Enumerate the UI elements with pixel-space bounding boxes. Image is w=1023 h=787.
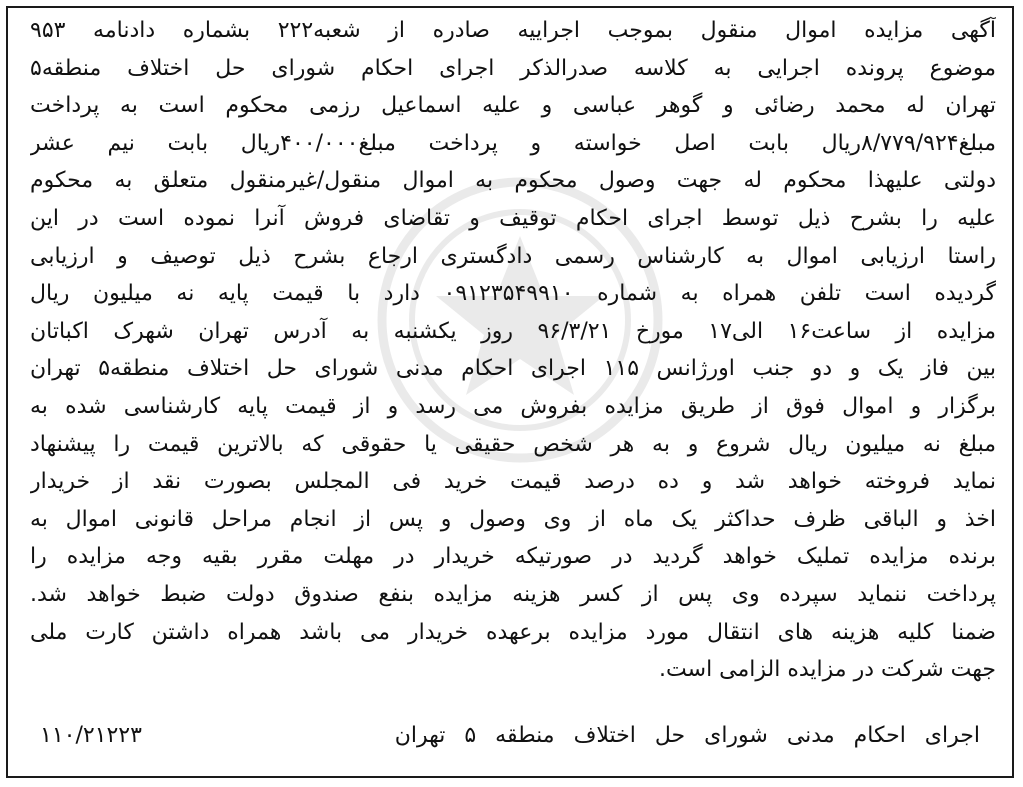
- notice-line: دولتی علیهذا محکوم له جهت وصول محکوم به اموال منقول/غیرمنقول متعلق به محکوم: [30, 168, 996, 194]
- notice-line: مبلغ نه میلیون ریال شروع و به هر شخص حقیقی یا حقوقی که بالاترین قیمت را پیشنهاد: [30, 431, 996, 457]
- notice-line: علیه را بشرح ذیل توسط اجرای احکام توقیف و تقاضای فروش آنرا نموده است در این: [30, 205, 996, 231]
- issuer-name: اجرای احکام مدنی شورای حل اختلاف منطقه ۵ تهران: [394, 723, 980, 748]
- notice-code: ۱۱۰/۲۱۲۲۳: [40, 723, 142, 748]
- notice-line: نماید فروخته خواهد شد و ده درصد قیمت خرید فی المجلس بصورت نقد از خریدار: [30, 469, 996, 495]
- notice-footer: [40, 716, 980, 756]
- notice-line: گردیده است تلفن همراه به شماره ۰۹۱۲۳۵۴۹۹۱۰ دارد با قیمت پایه نه میلیون ریال: [30, 281, 996, 307]
- notice-line: پرداخت ننماید سپرده وی پس از کسر هزینه مزایده بنفع صندوق دولت ضبط خواهد شد.: [30, 581, 996, 607]
- notice-body: [30, 12, 996, 689]
- notice-line: اخذ و الباقی ظرف حداکثر یک ماه از وی وصول و پس از انجام مراحل قانونی اموال به: [30, 506, 996, 532]
- notice-line: بین فاز یک و دو جنب اورژانس ۱۱۵ اجرای احکام مدنی شورای حل اختلاف منطقه۵ تهران: [30, 356, 996, 382]
- notice-line: راستا ارزیابی اموال به کارشناس رسمی دادگستری ارجاع بشرح ذیل توصیف و ارزیابی: [30, 243, 996, 269]
- notice-line: آگهی مزایده اموال منقول بموجب اجراییه صادره از شعبه۲۲۲ بشماره دادنامه ۹۵۳: [30, 18, 996, 43]
- notice-line: مبلغ۸/۷۷۹/۹۲۴ریال بابت اصل خواسته و پرداخت مبلغ۴۰۰/۰۰۰ریال بابت نیم عشر: [30, 130, 996, 156]
- notice-line: مزایده از ساعت۱۶ الی۱۷ مورخ ۹۶/۳/۲۱ روز یکشنبه به آدرس تهران شهرک اکباتان: [30, 318, 996, 344]
- notice-line-last: جهت شرکت در مزایده الزامی است.: [659, 657, 996, 683]
- notice-line: ضمنا کلیه هزینه های انتقال مورد مزایده برعهده خریدار می باشد همراه داشتن کارت ملی: [30, 619, 996, 645]
- notice-line: برگزار و اموال فوق از طریق مزایده بفروش می رسد و از قیمت پایه کارشناسی شده به: [30, 393, 996, 419]
- notice-line: برنده مزایده تملیک خواهد گردید در صورتیکه خریدار در مهلت مقرر بقیه وجه مزایده را: [30, 544, 996, 570]
- notice-line: تهران له محمد رضائی و گوهر عباسی و علیه اسماعیل رزمی محکوم است به پرداخت: [30, 93, 996, 119]
- notice-line: موضوع پرونده اجرایی به کلاسه صدرالذکر اجرای احکام شورای حل اختلاف منطقه۵: [30, 55, 996, 81]
